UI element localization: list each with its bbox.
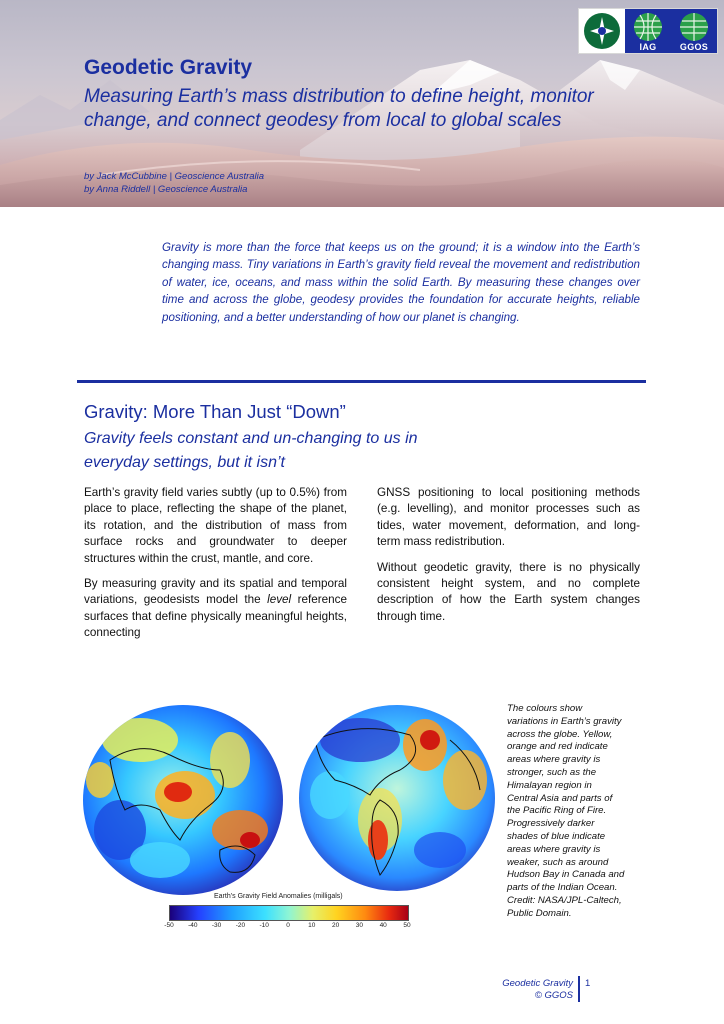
colorbar-tick-label: 30 [355, 922, 364, 929]
gravity-colorbar [169, 905, 409, 921]
ggos-logo-text: GGOS [679, 42, 709, 52]
footer-title: Geodetic Gravity [502, 978, 573, 989]
colorbar-tick-label: 20 [331, 922, 340, 929]
colorbar-tick-label: 10 [308, 922, 316, 929]
footer-divider [578, 976, 580, 1002]
body-paragraph [84, 576, 347, 642]
header-banner [0, 0, 724, 207]
right-globe [299, 705, 495, 891]
body-paragraph: Earth’s gravity field varies subtly (up to 0.5%) from place to place, reflecting the shape of the planet, its rotation, and the distribution of mass from surface rocks and groundwater to deeper structures within the crust, mantle, and core. [84, 486, 347, 565]
colorbar-ticks [163, 922, 413, 932]
colorbar-title: Earth’s Gravity Field Anomalies (milligals) [214, 893, 343, 900]
intro-paragraph: Gravity is more than the force that keeps us on the ground; it is a window into the Earth’s changing mass. Tiny variations in Earth’s gravity field reveal the movement and redistribution of water, ice, oceans, and mass within the solid Earth. By measuring these changes over time and across the globe, geodesy provides the foundation for accurate heights, reliable positioning, and a better understanding of how our planet is changing. [162, 241, 640, 324]
section-subheading: Gravity feels constant and un-changing to us in everyday settings, but it isn’t [84, 430, 418, 471]
colorbar-tick-label: -30 [211, 922, 222, 929]
author-line: by Jack McCubbine | Geoscience Australia [84, 171, 265, 182]
iag-logo [625, 9, 671, 53]
body-column-right [377, 485, 640, 634]
section-heading: Gravity: More Than Just “Down” [84, 401, 346, 422]
logo-strip [578, 8, 718, 54]
colorbar-tick-label: -10 [259, 922, 269, 929]
body-column-left [84, 485, 347, 651]
emphasis-text: level [267, 593, 292, 607]
page-number: 1 [585, 978, 591, 989]
section-divider [77, 380, 646, 383]
page-subtitle: Measuring Earth’s mass distribution to define height, monitor change, and connect geodesy from local to global scales [84, 86, 594, 131]
colorbar-tick-label: 40 [379, 922, 387, 929]
body-paragraph: Without geodetic gravity, there is no physically consistent height system, and no complete description of how the Earth system changes through time. [377, 560, 640, 623]
footer-credit [480, 978, 573, 1002]
page-title: Geodetic Gravity [84, 56, 253, 79]
figure-caption: The colours show variations in Earth’s gravity across the globe. Yellow, orange and red indicate areas where gravity is stronger, such as the Himalayan region in Central Asia and parts of the Pacific Ring of Fire. Progressively darker shades of blue indicate areas where gravity is weaker, such as around Hudson Bay in Canada and parts of the Indian Ocean. Credit: NASA/JPL-Caltech, Public Domain. [507, 703, 625, 919]
colorbar-tick-label: 0 [286, 922, 290, 929]
author-list [84, 170, 264, 196]
body-text: reference surfaces that define physically meaningful heights, connecting [84, 593, 348, 640]
body-paragraph: GNSS positioning to local positioning methods (e.g. levelling), and monitor processes such as tides, water movement, deformation, and long-term mass redistribution. [377, 486, 640, 549]
author-line: by Anna Riddell | Geoscience Australia [84, 184, 248, 195]
colorbar-tick-label: -40 [188, 922, 198, 929]
left-globe [83, 705, 283, 895]
colorbar-tick-label: -50 [164, 922, 174, 929]
iag-logo-text: IAG [639, 42, 657, 52]
colorbar-tick-label: 50 [403, 922, 411, 929]
colorbar-tick-label: -20 [235, 922, 246, 929]
geodesy-logo [579, 9, 625, 53]
gravity-globes-figure [80, 700, 500, 895]
footer-copyright: © GGOS [534, 990, 573, 1001]
body-text: By measuring gravity and its spatial and temporal variations, geodesists model the [84, 577, 347, 607]
ggos-logo [671, 9, 717, 53]
